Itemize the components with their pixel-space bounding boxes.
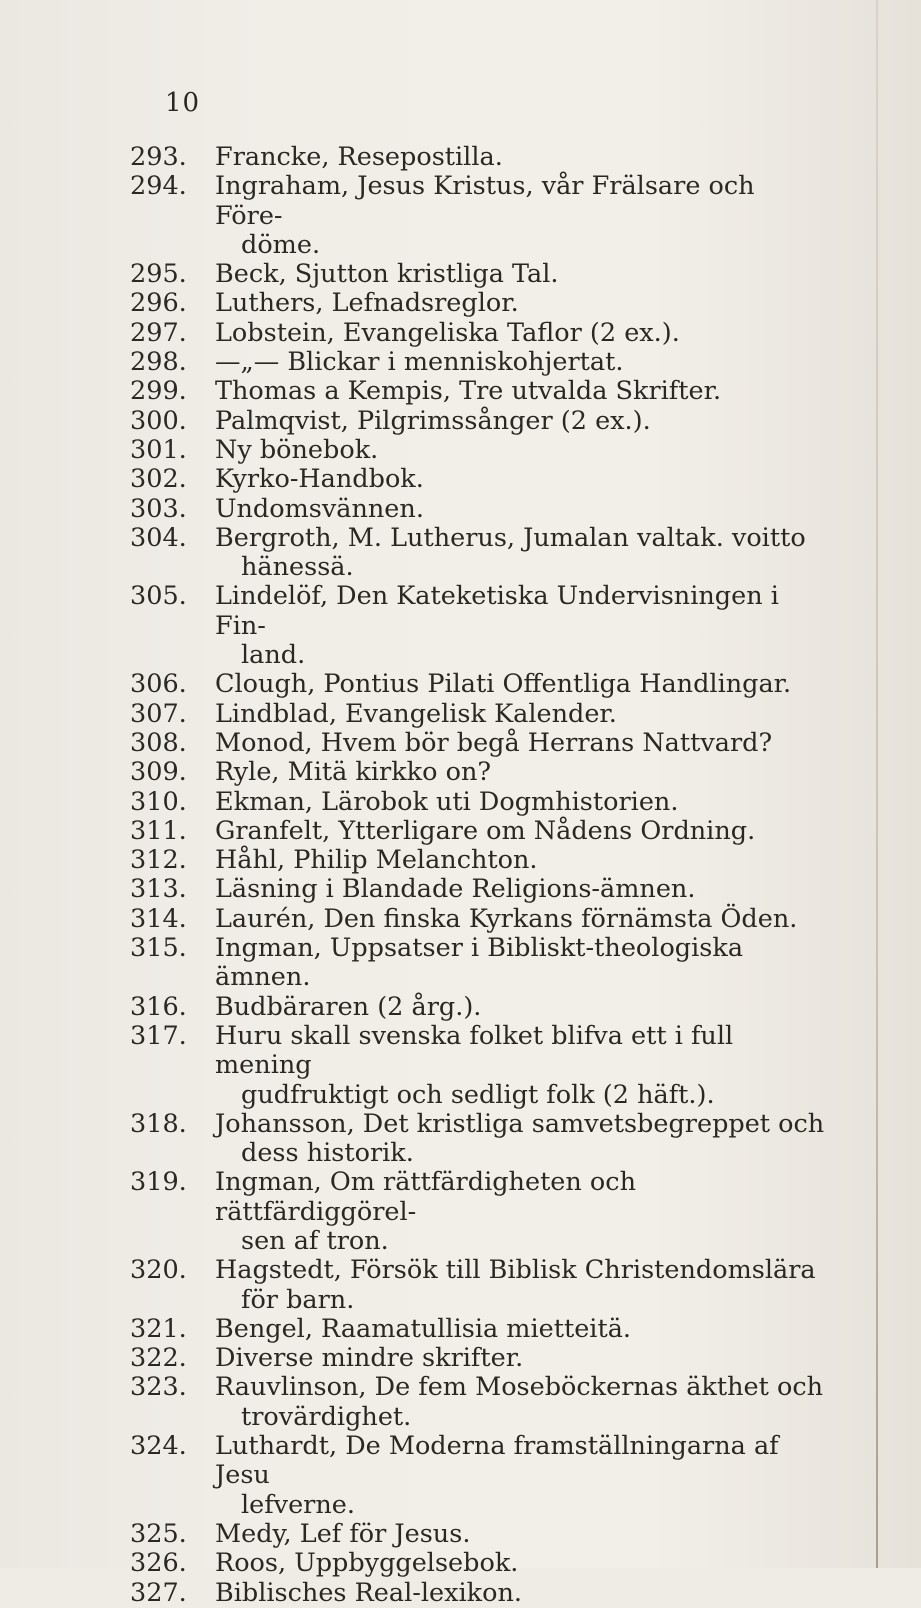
entry-line: Diverse mindre skrifter. — [215, 1343, 524, 1374]
entry-text — [215, 758, 830, 787]
entry-line: Ingman, Om rättfärdigheten och rättfärdiggörel- — [215, 1167, 636, 1227]
entry-number: 306. — [130, 669, 187, 700]
catalog-entry — [130, 1168, 830, 1256]
entry-number: 301. — [130, 434, 187, 465]
catalog-entry — [130, 1344, 830, 1373]
entry-text — [215, 377, 830, 406]
entry-line: Huru skall svenska folket blifva ett i full mening — [215, 1020, 734, 1081]
catalog-entry — [130, 465, 830, 494]
entry-number: 295. — [130, 259, 187, 290]
entry-text — [215, 905, 830, 934]
entry-text — [215, 495, 830, 524]
entry-text — [215, 934, 830, 993]
entry-line: Biblisches Real-lexikon. — [215, 1577, 522, 1608]
entry-text — [215, 407, 830, 436]
entry-line: Thomas a Kempis, Tre utvalda Skrifter. — [215, 376, 722, 407]
entry-line: Ekman, Lärobok uti Dogmhistorien. — [215, 786, 679, 817]
catalog-entry — [130, 1520, 830, 1549]
entry-number: 327. — [130, 1577, 187, 1608]
entry-text — [215, 1549, 830, 1578]
catalog-entry — [130, 1549, 830, 1578]
catalog-entry — [130, 289, 830, 318]
entry-line: Undomsvännen. — [215, 493, 424, 524]
entry-number: 314. — [130, 903, 187, 934]
entry-line: Medy, Lef för Jesus. — [215, 1518, 471, 1549]
entry-text — [215, 1520, 830, 1549]
entry-line: —„— Blickar i menniskohjertat. — [215, 347, 624, 378]
entry-line: Palmqvist, Pilgrimssånger (2 ex.). — [215, 405, 651, 436]
entry-number: 323. — [130, 1372, 187, 1403]
entry-number: 324. — [130, 1431, 187, 1462]
entry-line: Bergroth, M. Lutherus, Jumalan valtak. voitto — [215, 522, 806, 553]
entry-line: Ingman, Uppsatser i Bibliskt-theologiska ämnen. — [215, 933, 744, 993]
entry-line: Roos, Uppbyggelsebok. — [215, 1548, 519, 1579]
entry-text — [215, 670, 830, 699]
entry-text — [215, 700, 830, 729]
entry-number: 311. — [130, 815, 187, 846]
entry-line: Rauvlinson, De fem Moseböckernas äkthet och — [215, 1372, 824, 1403]
entry-text — [215, 1344, 830, 1373]
entry-line: Budbäraren (2 årg.). — [215, 991, 482, 1022]
page-number: 10 — [165, 88, 201, 118]
entry-text — [215, 1432, 830, 1520]
entry-continuation-line: för barn. — [241, 1284, 355, 1315]
entry-line: Lindelöf, Den Kateketiska Undervisningen i Fin- — [215, 581, 779, 641]
catalog-entry — [130, 934, 830, 993]
entry-text — [215, 846, 830, 875]
catalog-entry — [130, 1022, 830, 1110]
entry-line: Francke, Resepostilla. — [215, 142, 503, 172]
entry-number: 296. — [130, 288, 187, 319]
entry-continuation-line: trovärdighet. — [241, 1401, 412, 1432]
entry-continuation-line: dess historik. — [241, 1138, 414, 1169]
catalog-entry — [130, 436, 830, 465]
entry-line: Granfelt, Ytterligare om Nådens Ordning. — [215, 815, 756, 846]
entry-number: 308. — [130, 727, 187, 758]
entry-continuation-line: lefverne. — [241, 1489, 355, 1520]
catalog-entry — [130, 495, 830, 524]
entry-text — [215, 1110, 830, 1169]
entry-line: Ingraham, Jesus Kristus, vår Frälsare och Före- — [215, 171, 755, 231]
entry-text — [215, 1315, 830, 1344]
entry-number: 320. — [130, 1255, 187, 1286]
entry-text — [215, 436, 830, 465]
entry-text — [215, 143, 830, 172]
entry-continuation-line: hänessä. — [241, 552, 354, 583]
entry-number: 322. — [130, 1343, 187, 1374]
entry-line: Monod, Hvem bör begå Herrans Nattvard? — [215, 727, 773, 758]
entry-number: 319. — [130, 1167, 187, 1198]
catalog-entry — [130, 1373, 830, 1432]
entry-number: 294. — [130, 171, 187, 202]
entry-text — [215, 319, 830, 348]
entry-number: 312. — [130, 845, 187, 876]
entry-continuation-line: döme. — [241, 229, 321, 260]
entry-line: Håhl, Philip Melanchton. — [215, 845, 538, 876]
entry-text — [215, 1022, 830, 1110]
entry-line: Bengel, Raamatullisia mietteitä. — [215, 1313, 632, 1344]
entry-text — [215, 289, 830, 318]
catalog-entry — [130, 905, 830, 934]
entry-line: Läsning i Blandade Religions-ämnen. — [215, 874, 696, 905]
catalog-entry — [130, 1315, 830, 1344]
entry-text — [215, 582, 830, 670]
entry-number: 325. — [130, 1518, 187, 1549]
entry-number: 307. — [130, 698, 187, 729]
entry-continuation-line: sen af tron. — [241, 1225, 389, 1256]
entry-text — [215, 993, 830, 1022]
entry-number: 304. — [130, 522, 187, 553]
entry-number: 310. — [130, 786, 187, 817]
entry-number: 293. — [130, 142, 187, 172]
entry-number: 299. — [130, 376, 187, 407]
entry-continuation-line: land. — [241, 640, 306, 671]
page-edge-shadow — [876, 0, 878, 1568]
entry-number: 318. — [130, 1108, 187, 1139]
entry-line: Clough, Pontius Pilati Offentliga Handlingar. — [215, 669, 792, 700]
entry-number: 317. — [130, 1020, 187, 1051]
catalog-entry — [130, 670, 830, 699]
entry-number: 316. — [130, 991, 187, 1022]
entry-text — [215, 729, 830, 758]
entry-number: 297. — [130, 317, 187, 348]
entry-text — [215, 788, 830, 817]
entry-text — [215, 817, 830, 846]
entry-number: 305. — [130, 581, 187, 612]
catalog-entry — [130, 582, 830, 670]
entry-number: 315. — [130, 933, 187, 964]
entry-text — [215, 1256, 830, 1315]
entry-text — [215, 1579, 830, 1608]
entry-line: Kyrko-Handbok. — [215, 464, 424, 495]
catalog-entry — [130, 700, 830, 729]
catalog-entry — [130, 993, 830, 1022]
catalog-entry — [130, 758, 830, 787]
entry-number: 309. — [130, 757, 187, 788]
entry-number: 303. — [130, 493, 187, 524]
entry-number: 326. — [130, 1548, 187, 1579]
entry-text — [215, 172, 830, 260]
catalog-entry — [130, 172, 830, 260]
entry-line: Ryle, Mitä kirkko on? — [215, 757, 492, 788]
entry-line: Beck, Sjutton kristliga Tal. — [215, 259, 559, 290]
entry-line: Luthers, Lefnadsreglor. — [215, 288, 519, 319]
catalog-entry-list — [130, 143, 830, 1608]
entry-line: Laurén, Den finska Kyrkans förnämsta Öden. — [215, 903, 798, 934]
entry-text — [215, 524, 830, 583]
catalog-entry — [130, 1110, 830, 1169]
entry-text — [215, 465, 830, 494]
entry-line: Ny bönebok. — [215, 434, 379, 465]
entry-text — [215, 1373, 830, 1432]
catalog-entry — [130, 875, 830, 904]
entry-number: 313. — [130, 874, 187, 905]
entry-number: 302. — [130, 464, 187, 495]
catalog-entry — [130, 817, 830, 846]
entry-number: 298. — [130, 347, 187, 378]
catalog-entry — [130, 319, 830, 348]
entry-line: Johansson, Det kristliga samvetsbegreppet och — [215, 1108, 825, 1139]
catalog-entry — [130, 407, 830, 436]
entry-line: Luthardt, De Moderna framställningarna af Jesu — [215, 1431, 779, 1491]
catalog-entry — [130, 524, 830, 583]
catalog-entry — [130, 143, 830, 172]
entry-line: Lindblad, Evangelisk Kalender. — [215, 698, 617, 729]
catalog-entry — [130, 846, 830, 875]
entry-line: Lobstein, Evangeliska Taflor (2 ex.). — [215, 317, 680, 348]
catalog-entry — [130, 788, 830, 817]
catalog-entry — [130, 348, 830, 377]
catalog-entry — [130, 377, 830, 406]
entry-text — [215, 875, 830, 904]
catalog-entry — [130, 729, 830, 758]
entry-text — [215, 260, 830, 289]
catalog-entry — [130, 1432, 830, 1520]
catalog-entry — [130, 1579, 830, 1608]
entry-number: 300. — [130, 405, 187, 436]
entry-text — [215, 348, 830, 377]
entry-continuation-line: gudfruktigt och sedligt folk (2 häft.). — [241, 1079, 715, 1110]
catalog-entry — [130, 260, 830, 289]
entry-line: Hagstedt, Försök till Biblisk Christendomslära — [215, 1255, 816, 1286]
catalog-entry — [130, 1256, 830, 1315]
entry-number: 321. — [130, 1313, 187, 1344]
entry-text — [215, 1168, 830, 1256]
